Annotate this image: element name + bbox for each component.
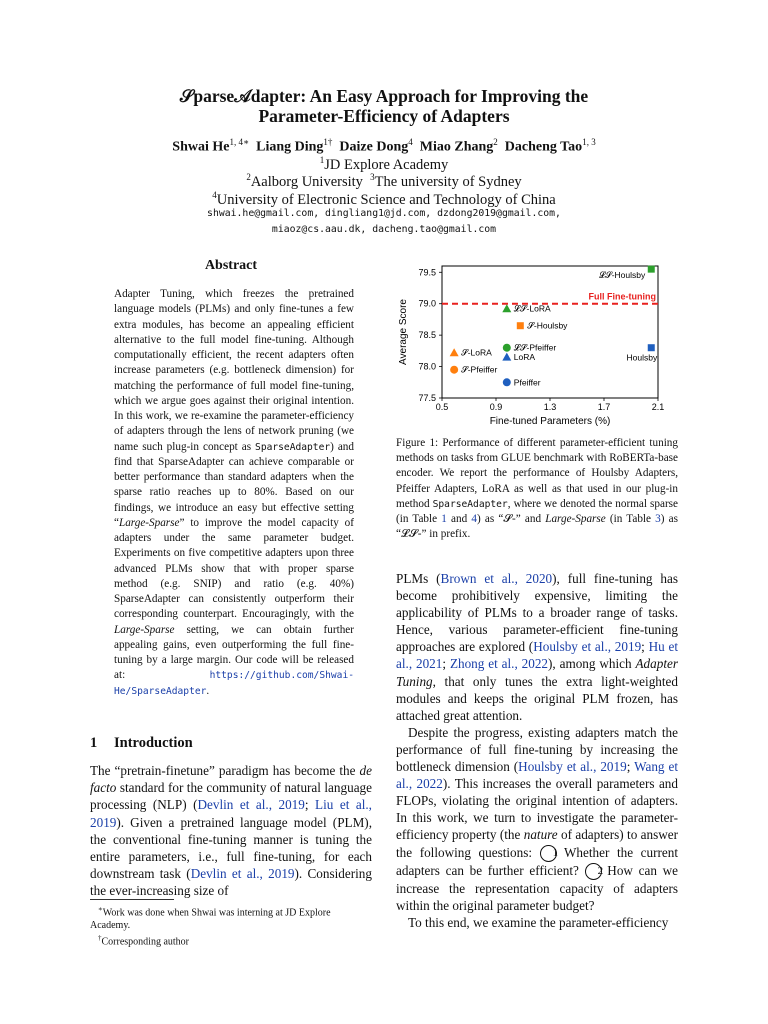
x-tick-label: 1.7 — [597, 402, 611, 412]
author-name: Miao Zhang — [419, 139, 494, 155]
caption-text: Figure 1: Performance of different parameter-efficient tuning methods on tasks from GLUE benchmark with RoBERTa-base encoder. We report the performance of Houlsby Adapters, Pfeiffer Adapters, LoRA as well as that used in our plug-in method — [396, 437, 678, 510]
citation-link[interactable]: Zhong et al., 2022 — [449, 656, 549, 672]
circle-marker — [450, 366, 458, 374]
author-name: Liang Ding — [256, 139, 324, 155]
footnote-text: Work was done when Shwai was interning at JD Explore Academy. — [90, 907, 331, 932]
caption-text: and — [446, 513, 472, 526]
x-tick-label: 1.3 — [543, 402, 557, 412]
affiliation-marker: 4 — [212, 190, 217, 200]
body-text: ), among which — [548, 656, 636, 672]
square-marker — [648, 344, 655, 351]
footnote-marker: † — [98, 934, 102, 943]
title-line-2: Parameter-Efficiency of Adapters — [258, 106, 510, 126]
body-text: PLMs ( — [396, 571, 441, 586]
figure-1-chart — [392, 258, 682, 428]
body-italic-term: nature — [523, 827, 558, 843]
citation-link[interactable]: Devlin et al., 2019 — [190, 866, 295, 882]
section-heading-introduction — [90, 735, 193, 752]
intro-text: ). Given a pretrained language model (PLM), the conventional fine-tuning manner is tuning the entire parameters, i.e., full fine-tuning, for each downstream task ( — [90, 814, 372, 882]
body-text: ). This increases the overall parameters and FLOPs, violating the original intention of adapters. In this work, we turn to investigate the parameter-efficiency property (the — [396, 776, 678, 843]
affiliation-marker: 1 — [319, 155, 325, 165]
body-italic-term: Adapter Tuning — [396, 656, 678, 689]
email-line-2: miaoz@cs.aau.dk, dacheng.tao@gmail.com — [271, 224, 497, 235]
citation-link[interactable]: Wang et al., 2022 — [396, 759, 678, 792]
intro-text: standard for the community of natural language processing (NLP) ( — [90, 780, 372, 813]
body-text: Whether the current adapters can be further efficient? — [396, 844, 678, 878]
author-affiliation-marker: 1, 4∗ — [229, 137, 250, 147]
body-paragraph — [396, 914, 678, 931]
affiliation-text: University of Electronic Science and Technology of China — [216, 191, 556, 208]
intro-italic-term: de facto — [90, 763, 372, 796]
y-tick-label: 79.0 — [418, 298, 436, 309]
caption-italic-term: Large-Sparse — [545, 513, 606, 526]
caption-text: ) as “𝓢-” and — [476, 513, 546, 526]
plot-frame — [442, 266, 658, 398]
paper-title — [0, 86, 768, 126]
citation-link[interactable]: Devlin et al., 2019 — [197, 797, 305, 813]
affiliation-line-3 — [0, 186, 768, 209]
y-tick-label: 78.0 — [418, 361, 436, 372]
square-marker — [517, 322, 524, 329]
affiliation-text: Aalborg University — [250, 173, 363, 190]
right-column-body — [396, 570, 678, 931]
figure-1-caption — [396, 436, 678, 542]
abstract-text: Adapter Tuning, which freezes the pretrained language models (PLMs) and only fine-tunes a few extra modules, has become an appealing efficient alternative to the full model fine-tuning. Although computationally efficient, the recent adapters often increase parameters (e.g. bottleneck dimension) for matching the performance of full model fine-tuning, which we argue goes against their original intention. In this work, we re-examine the parameter-efficiency of adapters through the lens of network pruning (we name such plug-in concept as — [114, 288, 354, 453]
body-text: ), full fine-tuning has become prohibitively expensive, limiting the applicability of PLMs to a broader range of tasks. Hence, various parameter-efficient fine-tuning approaches are explored ( — [396, 571, 679, 655]
affiliation-marker: 3 — [370, 172, 375, 182]
intro-text: ; — [304, 797, 316, 813]
point-label: 𝓢-LoRA — [461, 347, 492, 358]
point-label: Pfeiffer — [513, 377, 541, 388]
abstract-body — [114, 287, 354, 699]
x-tick-label: 0.5 — [435, 402, 449, 412]
abstract-italic-term: Large-Sparse — [118, 516, 180, 529]
author-affiliation-marker: 1, 3 — [582, 137, 596, 147]
affiliation-text: The university of Sydney — [374, 173, 522, 190]
abstract-text: ” to improve the model capacity of adapters under the same parameter budget. Experiments on five competitive adapters upon three advanced PLMs show that with proper sparse method (e.g. SNIP) and ratio (e.g. 40%) SparseAdapter can consistently outperform their corresponding counterpart. Encouragingly, with the — [114, 516, 354, 621]
intro-text: ). Considering the ever-increasing size of — [90, 866, 372, 899]
section-title: Introduction — [114, 735, 193, 751]
footnote-divider — [90, 899, 174, 900]
body-paragraph — [396, 570, 678, 724]
citation-link[interactable]: Houlsby et al., 2019 — [533, 639, 642, 655]
circle-marker — [503, 344, 511, 352]
code-repository-link[interactable]: https://github.com/Shwai-He/SparseAdapter — [114, 670, 354, 697]
affiliation-marker: 2 — [246, 172, 251, 182]
triangle-marker — [450, 348, 459, 356]
scatter-plot — [392, 258, 682, 428]
circle-marker — [503, 378, 511, 386]
affiliation-text: JD Explore Academy — [324, 156, 449, 173]
body-text: ; — [626, 759, 635, 775]
x-tick-label: 0.9 — [489, 402, 503, 412]
body-text: How can we increase the representation capacity of adapters within the original parameter budget? — [396, 862, 678, 913]
square-marker — [648, 266, 655, 273]
body-paragraph — [396, 724, 678, 914]
x-tick-label: 2.1 — [651, 402, 665, 412]
question-number-badge: 2 — [585, 863, 602, 880]
body-text: To this end, we examine the parameter-efficiency — [408, 914, 669, 930]
table-reference-link[interactable]: 4 — [471, 513, 477, 526]
section-number: 1 — [90, 735, 98, 751]
author-affiliation-marker: 4 — [408, 137, 413, 147]
point-label: 𝓛𝓢-LoRA — [513, 303, 551, 314]
citation-link[interactable]: Hu et al., 2021 — [396, 639, 678, 672]
footnote-2 — [90, 932, 372, 948]
abstract-code-term: SparseAdapter — [255, 441, 331, 453]
point-label: 𝓢-Pfeiffer — [461, 364, 498, 375]
point-label: 𝓛𝓢-Pfeiffer — [513, 342, 557, 353]
triangle-marker — [502, 353, 511, 361]
y-tick-label: 77.5 — [418, 393, 436, 403]
table-reference-link[interactable]: 1 — [441, 513, 447, 526]
title-line-1: 𝒮parse𝒜dapter: An Easy Approach for Improving the — [179, 86, 589, 106]
author-name: Dacheng Tao — [504, 139, 583, 155]
triangle-marker — [502, 304, 511, 312]
body-text: Despite the progress, existing adapters match the performance of full fine-tuning by increasing the bottleneck dimension ( — [396, 724, 678, 775]
point-label: Houlsby — [626, 352, 658, 363]
email-line-1: shwai.he@gmail.com, dingliang1@jd.com, dzdong2019@gmail.com, — [207, 208, 561, 219]
caption-text: ) as “𝓛𝓢-” in prefix. — [396, 513, 678, 541]
body-text: ; — [641, 639, 649, 655]
y-tick-label: 78.5 — [418, 330, 436, 341]
footnote-text: Corresponding author — [101, 936, 189, 948]
point-label: LoRA — [513, 352, 536, 363]
body-text: of adapters) to answer the following questions: — [396, 827, 678, 860]
author-affiliation-marker: 1† — [323, 137, 333, 147]
author-name: Daize Dong — [339, 139, 409, 155]
point-label: 𝓢-Houlsby — [527, 320, 568, 331]
citation-link[interactable]: Liu et al., 2019 — [90, 797, 372, 830]
footnotes — [90, 903, 372, 949]
caption-text: (in Table — [605, 513, 656, 526]
author-affiliation-marker: 2 — [493, 137, 498, 147]
intro-text: The “pretrain-finetune” paradigm has become the — [90, 763, 360, 778]
citation-link[interactable]: Houlsby et al., 2019 — [518, 759, 627, 775]
x-axis-label: Fine-tuned Parameters (%) — [489, 416, 611, 427]
y-tick-label: 79.5 — [418, 267, 436, 278]
caption-code-term: SparseAdapter — [432, 498, 508, 510]
reference-line-label: Full Fine-tuning — [588, 291, 656, 302]
table-reference-link[interactable]: 3 — [655, 513, 661, 526]
abstract-text: ) and find that SparseAdapter can achieve comparable or better performance than standard adapters when the sparse ratio reaches up to 80%. Based on our findings, we introduce an easy but effective setting “ — [114, 440, 354, 529]
question-number-badge: 1 — [540, 845, 557, 862]
author-name: Shwai He — [172, 139, 230, 155]
body-text: ; — [442, 656, 450, 672]
footnote-marker: ∗ — [98, 905, 103, 913]
body-text: , that only tunes the extra light-weighted modules and keeps the original PLM frozen, has attached great attention. — [396, 673, 678, 723]
abstract-text: setting, we can obtain further appealing gains, even outperforming the full fine-tuning by a large margin. Our code will be released at: — [114, 623, 354, 682]
y-axis-label: Average Score — [398, 299, 409, 365]
introduction-paragraph — [90, 762, 372, 900]
caption-text: , where we denoted the normal sparse (in Table — [396, 497, 678, 526]
abstract-text: . — [206, 684, 210, 697]
point-label: 𝓛𝓢-Houlsby — [598, 270, 646, 281]
abstract-heading: Abstract — [204, 258, 258, 273]
citation-link[interactable]: Brown et al., 2020 — [440, 571, 553, 586]
abstract-italic-term: Large-Sparse — [114, 623, 175, 636]
footnote-1 — [90, 903, 372, 932]
